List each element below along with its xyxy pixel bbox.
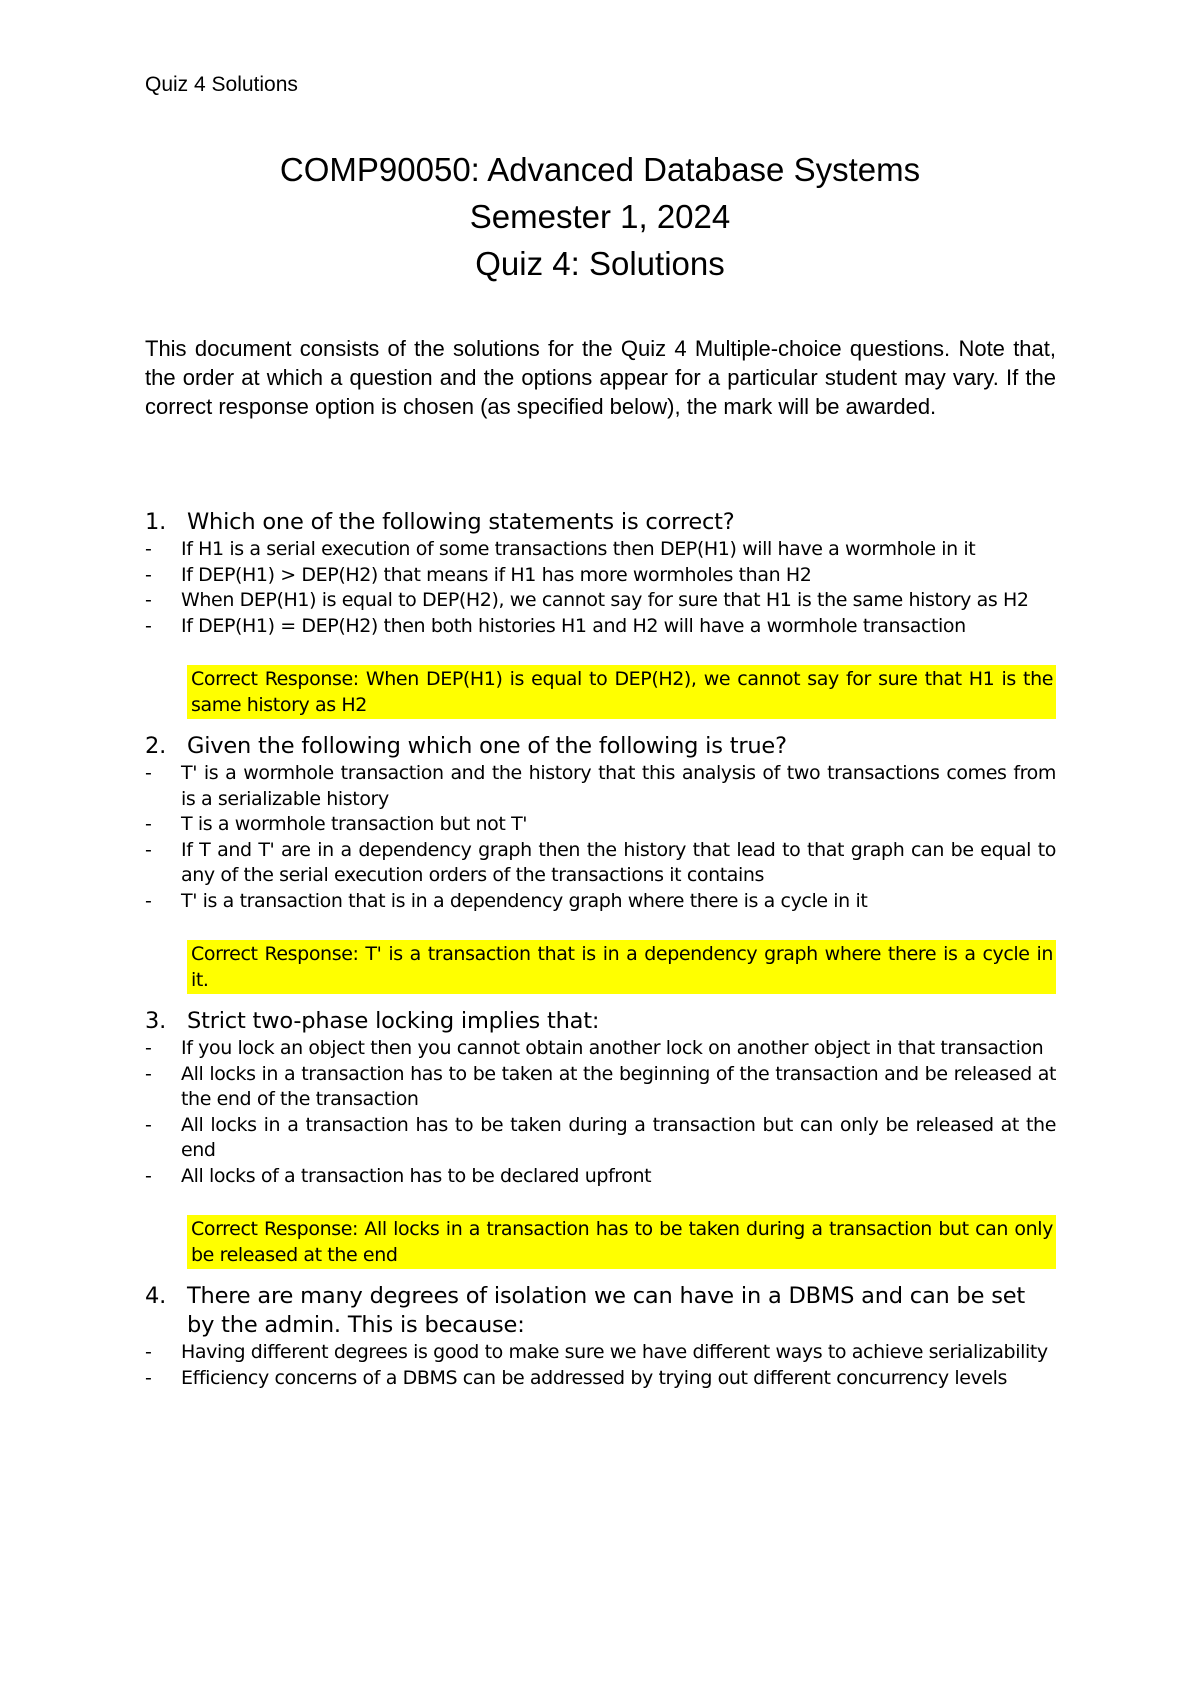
option-text: If T and T' are in a dependency graph then the history that lead to that graph can be equal to any of the serial execution orders of the transactions it contains	[181, 838, 1056, 886]
option-text: If DEP(H1) > DEP(H2) that means if H1 has more wormholes than H2	[181, 563, 812, 586]
correct-response-text: All locks in a transaction has to be taken during a transaction but can only be released at the end	[191, 1218, 1053, 1266]
quiz-title: Quiz 4: Solutions	[475, 245, 725, 282]
questions-list	[145, 508, 1056, 1391]
question-3	[145, 1007, 1056, 1282]
option-item: - All locks in a transaction has to be taken during a transaction but can only be released at the end	[145, 1113, 1056, 1164]
correct-response	[187, 1215, 1056, 1269]
option-list	[145, 1036, 1056, 1189]
correct-response-text: T' is a transaction that is in a dependency graph where there is a cycle in it.	[191, 943, 1054, 991]
question-text: Strict two-phase locking implies that:	[187, 1008, 600, 1034]
option-item: - Having different degrees is good to make sure we have different ways to achieve serializability	[145, 1340, 1056, 1366]
option-item: - If DEP(H1) > DEP(H2) that means if H1 has more wormholes than H2	[145, 563, 1056, 589]
option-text: All locks in a transaction has to be taken at the beginning of the transaction and be released at the end of the transaction	[181, 1062, 1056, 1110]
option-list	[145, 537, 1056, 639]
option-text: All locks of a transaction has to be declared upfront	[181, 1164, 652, 1187]
option-item: - When DEP(H1) is equal to DEP(H2), we cannot say for sure that H1 is the same history as H2	[145, 588, 1056, 614]
correct-response-label: Correct Response:	[191, 943, 359, 965]
correct-response	[187, 940, 1056, 994]
option-text: If H1 is a serial execution of some transactions then DEP(H1) will have a wormhole in it	[181, 538, 976, 560]
question-number: 4.	[145, 1283, 167, 1309]
question-4	[145, 1282, 1056, 1391]
question-text: There are many degrees of isolation we can have in a DBMS and can be set by the admin. This is because:	[187, 1283, 1026, 1338]
option-item: - All locks in a transaction has to be taken at the beginning of the transaction and be released at the end of the transaction	[145, 1062, 1056, 1113]
option-item: - T' is a wormhole transaction and the history that this analysis of two transactions comes from is a serializable history	[145, 761, 1056, 812]
option-text: T' is a wormhole transaction and the history that this analysis of two transactions comes from is a serializable history	[181, 762, 1056, 810]
option-text: Having different degrees is good to make sure we have different ways to achieve serializability	[181, 1341, 1048, 1363]
question-1	[145, 508, 1056, 732]
intro-paragraph: This document consists of the solutions for the Quiz 4 Multiple-choice questions. Note that, the order at which a question and the options appear for a particular student may vary. If the correct response option is chosen (as specified below), the mark will be awarded.	[145, 336, 1056, 419]
option-text: If you lock an object then you cannot obtain another lock on another object in that transaction	[181, 1037, 1044, 1059]
question-heading	[145, 1007, 1056, 1036]
option-item: - T is a wormhole transaction but not T'	[145, 812, 1056, 838]
page-header: Quiz 4 Solutions	[145, 73, 298, 96]
option-item: - T' is a transaction that is in a dependency graph where there is a cycle in it	[145, 889, 1056, 915]
option-text: When DEP(H1) is equal to DEP(H2), we cannot say for sure that H1 is the same history as H2	[181, 589, 1029, 611]
option-list	[145, 1340, 1056, 1391]
question-heading	[145, 732, 1056, 761]
option-item: - If T and T' are in a dependency graph then the history that lead to that graph can be equal to any of the serial execution orders of the transactions it contains	[145, 838, 1056, 889]
question-2	[145, 732, 1056, 1007]
correct-response-label: Correct Response:	[191, 668, 359, 690]
option-list	[145, 761, 1056, 914]
option-item: - If you lock an object then you cannot obtain another lock on another object in that transaction	[145, 1036, 1056, 1062]
question-number: 1.	[145, 509, 167, 535]
option-text: If DEP(H1) = DEP(H2) then both histories H1 and H2 will have a wormhole transaction	[181, 614, 966, 637]
option-text: T' is a transaction that is in a dependency graph where there is a cycle in it	[181, 889, 868, 912]
option-item: - All locks of a transaction has to be declared upfront	[145, 1164, 1056, 1190]
question-text: Which one of the following statements is correct?	[187, 509, 735, 535]
correct-response	[187, 665, 1056, 719]
option-item: - If H1 is a serial execution of some transactions then DEP(H1) will have a wormhole in it	[145, 537, 1056, 563]
option-text: T is a wormhole transaction but not T'	[181, 813, 528, 835]
semester-title: Semester 1, 2024	[469, 198, 731, 235]
option-text: Efficiency concerns of a DBMS can be addressed by trying out different concurrency levels	[181, 1366, 1008, 1389]
correct-response-text: When DEP(H1) is equal to DEP(H2), we cannot say for sure that H1 is the same history as H2	[191, 668, 1053, 716]
correct-response-label: Correct Response:	[191, 1218, 358, 1240]
option-item: - Efficiency concerns of a DBMS can be addressed by trying out different concurrency levels	[145, 1366, 1056, 1392]
question-text: Given the following which one of the following is true?	[187, 733, 787, 759]
question-heading	[145, 1282, 1056, 1340]
question-heading	[145, 508, 1056, 537]
option-text: All locks in a transaction has to be taken during a transaction but can only be released at the end	[181, 1113, 1056, 1161]
question-number: 2.	[145, 733, 167, 759]
course-title: COMP90050: Advanced Database Systems	[279, 151, 921, 188]
document-title	[0, 146, 1200, 287]
question-number: 3.	[145, 1008, 167, 1034]
option-item: - If DEP(H1) = DEP(H2) then both histories H1 and H2 will have a wormhole transaction	[145, 614, 1056, 640]
